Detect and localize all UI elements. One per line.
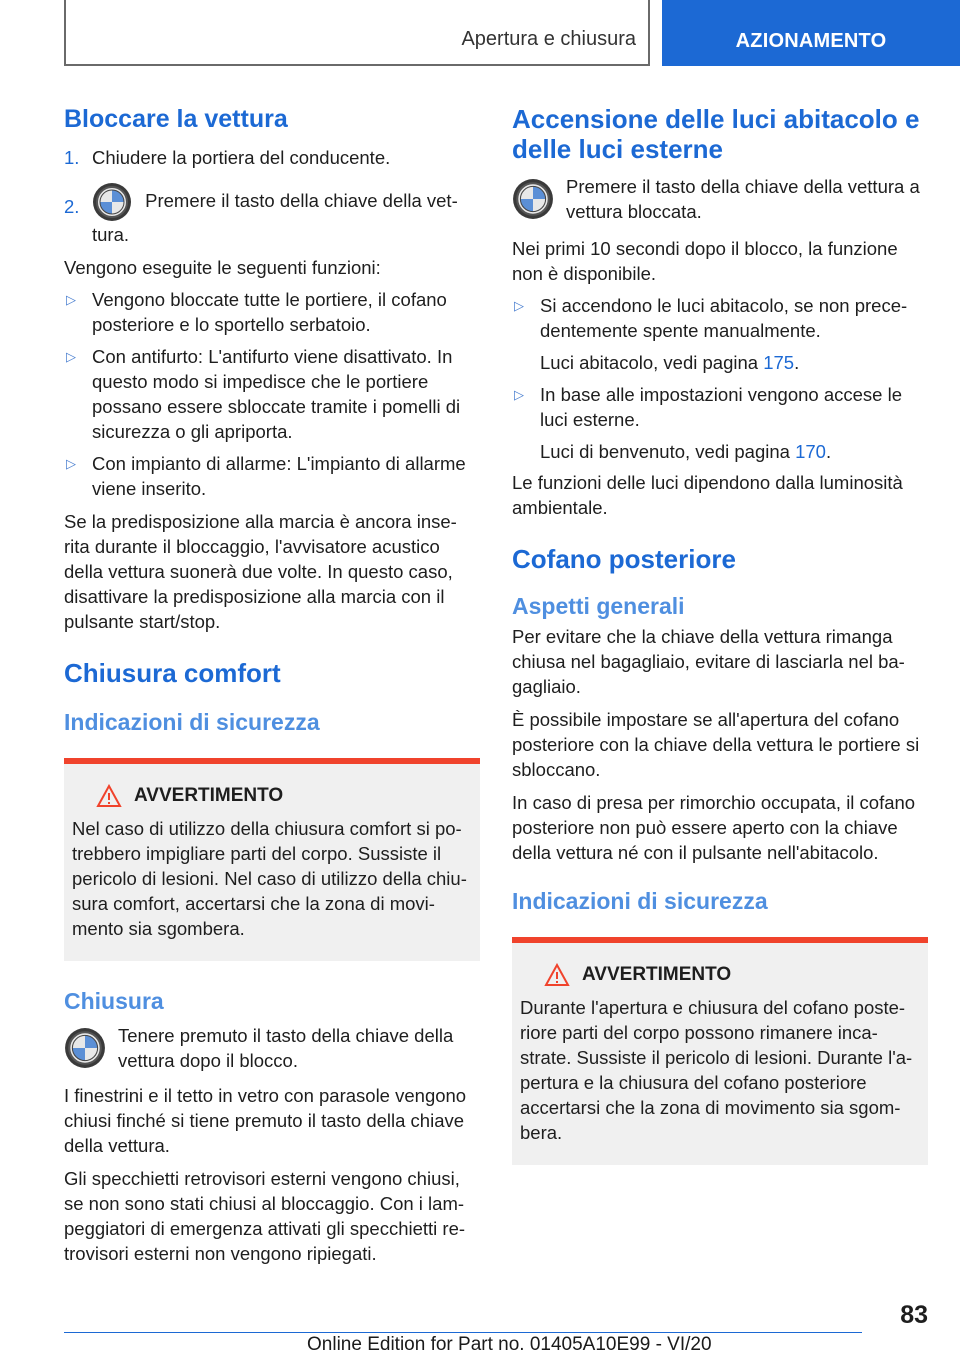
general-heading: Aspetti generali [512, 593, 685, 619]
bmw-key-icon [64, 1027, 106, 1069]
windows-text: I finestrini e il tetto in vetro con parasole vengono chiusi finché si tiene premuto il tasto della chiave della vettura. [64, 1085, 467, 1156]
lock-steps [64, 145, 480, 247]
footer-edition: Online Edition for Part no. 01405A10E99 - VI/20 [307, 1334, 712, 1355]
warning-text: Durante l'apertura e chiusura del cofano poste‐riore parti del corpo possono rimanere inca‐strate. Sussiste il pericolo di lesioni. Durante l'a‐pertura e la chiusura del cofano posteriore accertarsi che la zona di movimento sia sgom‐bera. [520, 997, 913, 1143]
bullet-item: ▷ Con antifurto: L'antifurto viene disattivato. In questo modo si impedisce che le portiere possano essere sbloccate tramite i pomelli di sicurezza o gli apriporta. [66, 346, 461, 442]
mirrors-text: Gli specchietti retrovisori esterni vengono chiusi, se non sono stati chiusi al bloccaggio. Con i lam‐peggiatori di emergenza attivati gli specchietti re‐trovisori esterni non vengono ripiegati. [64, 1168, 466, 1264]
bullet-triangle-icon: ▷ [66, 349, 76, 364]
lights-dependency-text: Le funzioni delle luci dipendono dalla luminosità ambientale. [512, 472, 903, 518]
bullet-item: ▷ Si accendono le luci abitacolo, se non prece‐dentemente spente manualmente. [514, 295, 908, 341]
lights-heading: Accensione delle luci abitacolo e delle luci esterne [512, 104, 920, 164]
header-rule [64, 64, 650, 66]
warning-title: AVVERTIMENTO [520, 963, 920, 987]
bullet-triangle-icon: ▷ [66, 456, 76, 471]
comfort-closing-heading: Chiusura comfort [64, 658, 281, 688]
header-divider-right [648, 0, 650, 66]
footer-rule [64, 1332, 862, 1333]
warning-triangle-icon [544, 963, 570, 987]
bullet-triangle-icon: ▷ [66, 292, 76, 307]
bmw-key-icon [92, 182, 132, 222]
warning-box [64, 758, 480, 961]
bullet-item: ▷ Vengono bloccate tutte le portiere, il cofano posteriore e lo sportello serbatoio. [66, 289, 447, 335]
warning-text: Nel caso di utilizzo della chiusura comfort si po‐trebbero impigliare parti del corpo. Sussiste il pericolo di lesioni. Nel caso di utilizzo della chiu‐sura comfort, accertarsi che la zona di movi‐mento sia sgombera. [72, 818, 467, 939]
first-seconds-text: Nei primi 10 secondi dopo il blocco, la funzione non è disponibile. [512, 238, 898, 284]
drive-ready-text: Se la predisposizione alla marcia è ancora inse‐rita durante il bloccaggio, l'avvisatore acustico della vettura suonerà due volte. In questo caso, disattivare la predisposizione alla marcia con il pulsante start/stop. [64, 511, 457, 632]
trailer-text: In caso di presa per rimorchio occupata, il cofano posteriore non può essere aperto con la chiave della vettura né con il pulsante nell'abitacolo. [512, 792, 916, 863]
closing-heading: Chiusura [64, 988, 164, 1014]
step-1: 1. Chiudere la portiera del conducente. [64, 147, 391, 168]
page-link-170[interactable]: 170 [795, 441, 826, 462]
warning-title: AVVERTIMENTO [72, 784, 472, 808]
bullet-item: ▷ Con impianto di allarme: L'impianto di allarme viene inserito. [66, 453, 466, 499]
lights-icon-paragraph: Premere il tasto della chiave della vettura a vettura bloccata. [512, 174, 928, 224]
functions-intro: Vengono eseguite le seguenti funzioni: [64, 257, 381, 278]
step-2: 2. Premere il tasto della chiave della vet‐ tura. [64, 182, 480, 247]
warning-box [512, 937, 928, 1165]
lock-vehicle-heading: Bloccare la vettura [64, 105, 288, 133]
welcome-lights-reference: Luci di benvenuto, vedi pagina 170. [540, 441, 832, 462]
general-text: Per evitare che la chiave della vettura rimanga chiusa nel bagagliaio, evitare di lasciarla nel ba‐gagliaio. [512, 626, 905, 697]
bmw-key-icon [512, 178, 554, 220]
left-column [64, 100, 480, 1266]
bullet-item: ▷ In base alle impostazioni vengono accese le luci esterne. [514, 384, 903, 430]
header-section-title: Apertura e chiusura [461, 28, 636, 50]
safety-heading: Indicazioni di sicurezza [64, 709, 320, 735]
tailgate-heading: Cofano posteriore [512, 544, 736, 574]
warning-triangle-icon [96, 784, 122, 808]
bullet-triangle-icon: ▷ [514, 387, 524, 402]
safety-heading: Indicazioni di sicurezza [512, 888, 768, 914]
interior-lights-reference: Luci abitacolo, vedi pagina 175. [540, 352, 800, 373]
header-divider-left [64, 0, 66, 66]
header-chapter-tab: AZIONAMENTO [662, 0, 960, 66]
right-column [512, 100, 928, 1165]
page-link-175[interactable]: 175 [763, 352, 795, 373]
closing-icon-paragraph: Tenere premuto il tasto della chiave della vettura dopo il blocco. [64, 1023, 480, 1073]
page-number: 83 [900, 1301, 928, 1329]
bullet-triangle-icon: ▷ [514, 298, 524, 313]
unlock-setting-text: È possibile impostare se all'apertura del cofano posteriore con la chiave della vettura le portiere si sbloccano. [512, 709, 920, 780]
